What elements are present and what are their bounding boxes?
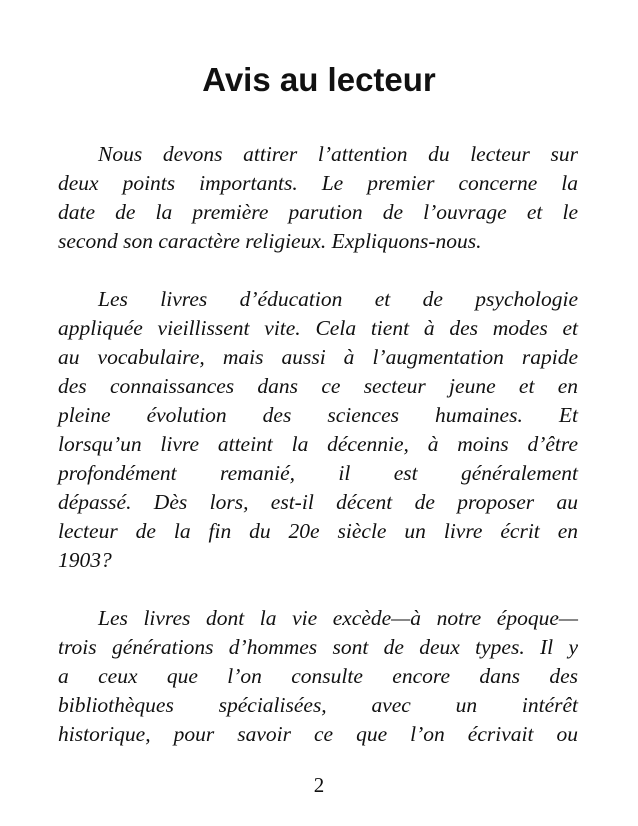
paragraph-line: trois générations d’hommes sont de deux types. Il y: [58, 635, 578, 659]
paragraph-line: deux points importants. Le premier concerne la: [58, 171, 578, 195]
page-title: Avis au lecteur: [202, 61, 436, 98]
paragraph-line: lorsqu’un livre atteint la décennie, à moins d’être: [58, 432, 578, 456]
paragraph-3: [58, 604, 578, 749]
paragraph-line: dépassé. Dès lors, est-il décent de proposer au: [58, 490, 578, 514]
paragraph-line: lecteur de la fin du 20e siècle un livre écrit en: [58, 519, 578, 543]
paragraph-line: date de la première parution de l’ouvrage et le: [58, 200, 578, 224]
paragraph-line: pleine évolution des sciences humaines. Et: [58, 403, 578, 427]
paragraph-line: historique, pour savoir ce que l’on écrivait ou: [58, 722, 578, 746]
paragraph-line: a ceux que l’on consulte encore dans des: [58, 664, 578, 688]
body-text: [58, 140, 578, 778]
paragraph-line: appliquée vieillissent vite. Cela tient à des modes et: [58, 316, 578, 340]
page-number: 2: [313, 773, 325, 797]
paragraph-2: [58, 285, 578, 575]
paragraph-line: des connaissances dans ce secteur jeune et en: [58, 374, 578, 398]
paragraph-line: Les livres d’éducation et de psychologie: [98, 287, 578, 311]
paragraph-line: Les livres dont la vie excède—à notre époque—: [98, 606, 578, 630]
paragraph-line: profondément remanié, il est généralement: [58, 461, 578, 485]
paragraph-line: second son caractère religieux. Expliquons-nous.: [58, 229, 482, 253]
paragraph-line: bibliothèques spécialisées, avec un intérêt: [58, 693, 578, 717]
paragraph-line: 1903?: [58, 548, 112, 572]
paragraph-line: au vocabulaire, mais aussi à l’augmentation rapide: [58, 345, 578, 369]
paragraph-line: Nous devons attirer l’attention du lecteur sur: [98, 142, 578, 166]
paragraph-1: [58, 140, 578, 256]
